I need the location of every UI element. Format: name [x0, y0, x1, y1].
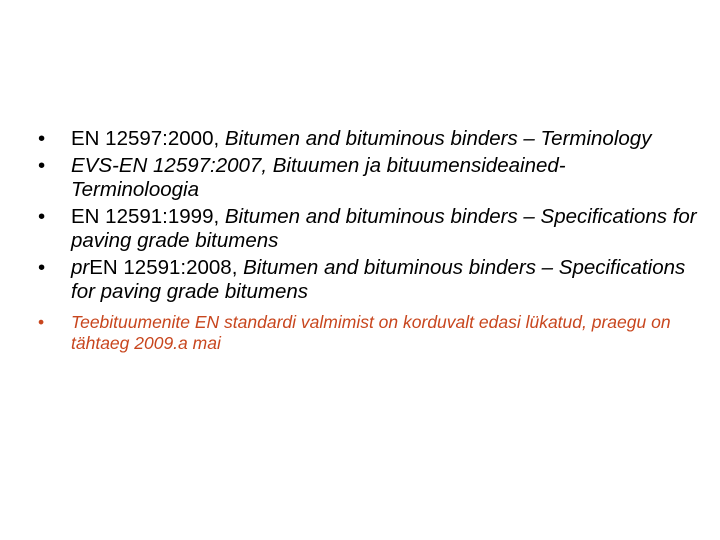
standard-title: Bitumen and bituminous binders – Specifications for paving grade bitumens [71, 256, 686, 303]
bullet-marker: • [38, 154, 46, 177]
standard-code: EN 12591:2008, [89, 256, 244, 279]
bullet-marker: • [38, 205, 46, 228]
bullet-item-en-12597-2000 [38, 127, 698, 151]
standard-code: EN 12591:1999, [71, 205, 225, 228]
standard-code-prefix: pr [71, 256, 90, 279]
standard-title: Bitumen and bituminous binders – Terminology [224, 127, 652, 150]
standards-bullet-list [38, 127, 698, 357]
standard-title: Bituumen ja bituumensideained- Terminoloogia [71, 154, 566, 201]
bullet-marker: • [38, 312, 45, 332]
standard-code: EN 12597:2000, [71, 127, 225, 150]
standard-title: EVS-EN 12597:2007, [71, 154, 273, 177]
deadline-note [38, 312, 698, 354]
bullet-marker: • [38, 127, 46, 150]
bullet-item-pren-12591-2008 [38, 256, 698, 304]
deadline-note-text: Teebituumenite EN standardi valmimist on korduvalt edasi lükatud, praegu on tähtaeg 2009.a mai [71, 312, 671, 353]
bullet-item-evs-en-12597-2007 [38, 154, 698, 202]
standard-title: Bitumen and bituminous binders – Specifications for paving grade bitumens [71, 205, 697, 252]
bullet-item-en-12591-1999 [38, 205, 698, 253]
bullet-marker: • [38, 256, 46, 279]
